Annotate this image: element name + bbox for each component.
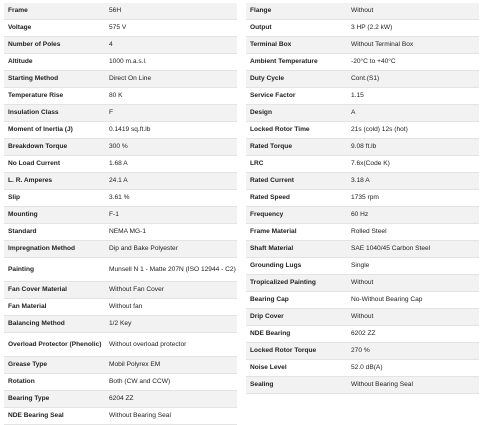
spec-value: 6204 ZZ — [109, 395, 134, 402]
table-row — [246, 3, 479, 20]
spec-value: 3.61 % — [109, 194, 130, 201]
spec-value: 1/2 Key — [109, 320, 132, 327]
spec-label: Overload Protector (Phenolic) — [8, 340, 102, 348]
table-row — [246, 207, 479, 224]
spec-value: 3.18 A — [351, 177, 370, 184]
spec-value: 1735 rpm — [351, 194, 379, 201]
spec-table-right — [246, 3, 479, 394]
spec-value: 56H — [109, 7, 122, 14]
spec-value: 9.08 ft.lb — [351, 143, 377, 150]
spec-label: Drip Cover — [250, 313, 284, 320]
table-row — [4, 391, 237, 408]
table-row — [4, 105, 237, 122]
table-row — [246, 258, 479, 275]
table-row — [246, 292, 479, 309]
spec-label: Balancing Method — [8, 320, 65, 327]
table-row — [4, 207, 237, 224]
spec-value: Without Fan Cover — [109, 286, 164, 293]
spec-value: 4 — [109, 41, 113, 48]
table-row — [246, 54, 479, 71]
spec-label: Design — [250, 109, 272, 116]
table-row — [246, 190, 479, 207]
spec-label: Rated Torque — [250, 143, 293, 150]
spec-value: Without Terminal Box — [351, 41, 414, 48]
spec-label: Grounding Lugs — [250, 262, 302, 269]
spec-label: Fan Material — [8, 303, 47, 310]
spec-value: 60 Hz — [351, 211, 369, 218]
spec-value: Cont.(S1) — [351, 75, 380, 82]
table-row — [4, 357, 237, 374]
table-row — [246, 20, 479, 37]
table-row — [246, 173, 479, 190]
spec-value: 300 % — [109, 143, 128, 150]
table-row — [4, 71, 237, 88]
spec-value: Without fan — [109, 303, 143, 310]
spec-label: Output — [250, 24, 272, 31]
spec-label: Insulation Class — [8, 109, 59, 116]
spec-value: A — [351, 109, 356, 116]
spec-label: Terminal Box — [250, 41, 292, 48]
spec-label: Frame Material — [250, 228, 297, 235]
spec-label: No Load Current — [8, 160, 61, 167]
spec-label: Shaft Material — [250, 245, 294, 252]
table-row — [4, 3, 237, 20]
spec-label: Ambient Temperature — [250, 58, 318, 65]
table-row — [4, 122, 237, 139]
spec-label: Locked Rotor Time — [250, 126, 310, 133]
spec-label: Tropicalized Painting — [250, 279, 316, 286]
spec-value: Direct On Line — [109, 75, 152, 82]
spec-label: NDE Bearing — [250, 330, 291, 337]
spec-label: Bearing Type — [8, 395, 50, 402]
spec-value: Without Bearing Seal — [351, 381, 413, 388]
table-row — [4, 282, 237, 299]
table-row — [4, 299, 237, 316]
table-row — [4, 374, 237, 391]
spec-value: F-1 — [109, 211, 119, 218]
spec-value: 1000 m.a.s.l. — [109, 58, 147, 65]
spec-value: Without Bearing Seal — [109, 412, 171, 419]
spec-label: Voltage — [8, 24, 32, 31]
table-row — [4, 139, 237, 156]
table-row — [246, 309, 479, 326]
spec-label: Frame — [8, 7, 28, 14]
spec-value: No-Without Bearing Cap — [351, 296, 423, 303]
spec-label: Locked Rotor Torque — [250, 347, 317, 354]
spec-value: Mobil Polyrex EM — [109, 361, 161, 368]
table-row — [4, 258, 237, 282]
spec-label: Fan Cover Material — [8, 286, 67, 293]
spec-label: Grease Type — [8, 361, 48, 368]
spec-value: 80 K — [109, 92, 123, 99]
spec-label: LRC — [250, 160, 264, 167]
spec-label: Moment of Inertia (J) — [8, 126, 73, 133]
table-row — [4, 54, 237, 71]
table-row — [246, 377, 479, 394]
spec-value: 0.1419 sq.ft.lb — [109, 126, 151, 133]
table-row — [246, 360, 479, 377]
spec-label: Starting Method — [8, 75, 59, 82]
spec-table-left — [4, 3, 237, 425]
spec-label: Altitude — [8, 58, 33, 65]
spec-value: Munsell N 1 - Matte 207N (ISO 12944 - C2) — [109, 265, 236, 273]
spec-value: 3 HP (2.2 kW) — [351, 24, 393, 31]
spec-value: -20°C to +40°C — [351, 58, 396, 65]
table-row — [4, 190, 237, 207]
spec-value: F — [109, 109, 114, 116]
spec-label: Flange — [250, 7, 272, 14]
spec-value: 575 V — [109, 24, 127, 31]
spec-label: NDE Bearing Seal — [8, 412, 64, 419]
spec-value: 52.0 dB(A) — [351, 364, 383, 371]
table-row — [4, 316, 237, 333]
spec-value: 1.68 A — [109, 160, 128, 167]
spec-label: L. R. Amperes — [8, 177, 53, 184]
spec-label: Temperature Rise — [8, 92, 64, 99]
spec-value: 7.6x(Code K) — [351, 160, 390, 167]
table-row — [4, 408, 237, 425]
table-row — [4, 20, 237, 37]
table-row — [246, 343, 479, 360]
spec-value: Without — [351, 279, 374, 286]
spec-label: Number of Poles — [8, 41, 61, 48]
spec-label: Frequency — [250, 211, 284, 218]
spec-value: Without overload protector — [109, 340, 187, 348]
table-row — [246, 156, 479, 173]
spec-label: Impregnation Method — [8, 245, 76, 252]
spec-value: Single — [351, 262, 370, 269]
spec-value: NEMA MG-1 — [109, 228, 147, 235]
spec-value: Dip and Bake Polyester — [109, 245, 178, 252]
table-row — [246, 71, 479, 88]
spec-value: Both (CW and CCW) — [109, 378, 171, 385]
spec-label: Rotation — [8, 378, 35, 385]
spec-value: 1.15 — [351, 92, 364, 99]
table-row — [246, 139, 479, 156]
table-row — [4, 37, 237, 54]
spec-label: Noise Level — [250, 364, 287, 371]
spec-label: Breakdown Torque — [8, 143, 68, 150]
spec-value: 24.1 A — [109, 177, 128, 184]
table-row — [246, 275, 479, 292]
table-row — [4, 241, 237, 258]
table-row — [246, 37, 479, 54]
spec-label: Standard — [8, 228, 37, 235]
table-row — [246, 122, 479, 139]
spec-label: Slip — [8, 194, 21, 201]
spec-label: Painting — [8, 265, 35, 273]
spec-label: Mounting — [8, 211, 38, 218]
table-row — [4, 224, 237, 241]
spec-label: Duty Cycle — [250, 75, 285, 82]
spec-value: Rolled Steel — [351, 228, 387, 235]
spec-value: 6202 ZZ — [351, 330, 376, 337]
table-row — [4, 333, 237, 357]
spec-label: Bearing Cap — [250, 296, 289, 303]
table-row — [246, 224, 479, 241]
spec-label: Rated Speed — [250, 194, 290, 201]
spec-label: Rated Current — [250, 177, 294, 184]
spec-label: Service Factor — [250, 92, 296, 99]
spec-value: 21s (cold) 12s (hot) — [351, 126, 408, 133]
table-row — [4, 88, 237, 105]
table-row — [246, 88, 479, 105]
spec-value: SAE 1040/45 Carbon Steel — [351, 245, 431, 252]
spec-value: Without — [351, 313, 374, 320]
table-row — [246, 105, 479, 122]
table-row — [4, 173, 237, 190]
table-row — [4, 156, 237, 173]
spec-label: Sealing — [250, 381, 274, 388]
spec-value: Without — [351, 7, 374, 14]
table-row — [246, 241, 479, 258]
spec-value: 270 % — [351, 347, 370, 354]
table-row — [246, 326, 479, 343]
